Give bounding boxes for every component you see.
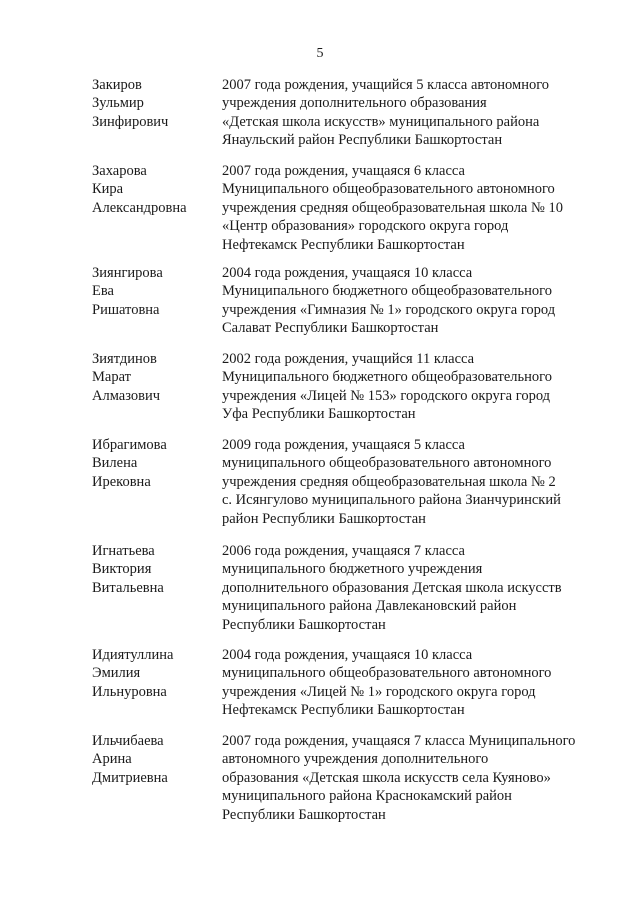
- description-line: учреждения «Лицей № 153» городского округа город: [222, 387, 551, 404]
- surname: Зиянгирова: [92, 265, 163, 281]
- person-name: [92, 162, 212, 217]
- patronymic: Алмазович: [92, 387, 161, 404]
- description-line: «Центр образования» городского округа город: [222, 218, 509, 235]
- surname: Ибрагимова: [92, 437, 167, 453]
- surname: Ильчибаева: [92, 733, 164, 749]
- description-line: учреждения «Лицей № 1» городского округа город: [222, 683, 536, 700]
- patronymic: Витальевна: [92, 579, 164, 596]
- description-line: 2006 года рождения, учащаяся 7 класса: [222, 543, 465, 559]
- surname: Зиятдинов: [92, 351, 157, 367]
- description-line: Муниципального бюджетного общеобразовательного: [222, 283, 553, 300]
- first-name: Ева: [92, 283, 114, 300]
- description-line: 2007 года рождения, учащаяся 6 класса: [222, 163, 465, 179]
- description-line: дополнительного образования Детская школа искусств: [222, 579, 562, 596]
- person-name: [92, 542, 212, 597]
- description-line: муниципального района Краснокамский район: [222, 788, 512, 805]
- description-line: учреждения дополнительного образования: [222, 95, 487, 112]
- description-line: 2004 года рождения, учащаяся 10 класса: [222, 265, 473, 281]
- description-line: 2004 года рождения, учащаяся 10 класса: [222, 647, 473, 663]
- person-description: [222, 542, 607, 634]
- description-line: образования «Детская школа искусств села Куяново»: [222, 769, 551, 786]
- description-line: 2002 года рождения, учащийся 11 класса: [222, 351, 475, 367]
- description-line: Республики Башкортостан: [222, 806, 386, 823]
- person-name: [92, 76, 212, 131]
- person-name: [92, 646, 212, 701]
- description-line: Нефтекамск Республики Башкортостан: [222, 702, 465, 719]
- description-line: Янаульский район Республики Башкортостан: [222, 132, 503, 149]
- patronymic: Александровна: [92, 199, 187, 216]
- person-name: [92, 436, 212, 491]
- description-line: Республики Башкортостан: [222, 616, 386, 633]
- person-description: [222, 436, 607, 528]
- person-description: [222, 264, 607, 338]
- description-line: с. Исянгулово муниципального района Зианчуринский: [222, 492, 561, 509]
- description-line: «Детская школа искусств» муниципального района: [222, 113, 540, 130]
- person-description: [222, 732, 607, 824]
- description-line: муниципального бюджетного учреждения: [222, 561, 483, 578]
- description-line: учреждения «Гимназия № 1» городского округа город: [222, 301, 556, 318]
- first-name: Кира: [92, 181, 124, 198]
- person-description: [222, 350, 607, 424]
- description-line: Муниципального бюджетного общеобразовательного: [222, 369, 553, 386]
- surname: Захарова: [92, 163, 147, 179]
- first-name: Арина: [92, 751, 132, 768]
- surname: Закиров: [92, 77, 142, 93]
- first-name: Марат: [92, 369, 131, 386]
- person-description: [222, 76, 607, 150]
- patronymic: Зинфирович: [92, 113, 169, 130]
- patronymic: Ирековна: [92, 473, 151, 490]
- first-name: Эмилия: [92, 665, 141, 682]
- description-line: муниципального общеобразовательного автономного: [222, 455, 552, 472]
- description-line: Муниципального общеобразовательного автономного: [222, 181, 555, 198]
- description-line: муниципального района Давлекановский район: [222, 598, 517, 615]
- person-name: [92, 732, 212, 787]
- description-line: муниципального общеобразовательного автономного: [222, 665, 552, 682]
- description-line: Салават Республики Башкортостан: [222, 320, 439, 337]
- patronymic: Ильнуровна: [92, 683, 167, 700]
- surname: Игнатьева: [92, 543, 155, 559]
- surname: Идиятуллина: [92, 647, 174, 663]
- first-name: Виктория: [92, 561, 152, 578]
- first-name: Зульмир: [92, 95, 144, 112]
- description-line: 2007 года рождения, учащийся 5 класса автономного: [222, 77, 550, 93]
- page-number: 5: [316, 46, 324, 61]
- person-description: [222, 162, 607, 254]
- description-line: 2007 года рождения, учащаяся 7 класса Муниципального: [222, 733, 576, 749]
- person-description: [222, 646, 607, 720]
- description-line: Нефтекамск Республики Башкортостан: [222, 236, 465, 253]
- description-line: учреждения средняя общеобразовательная школа № 2: [222, 473, 556, 490]
- description-line: Уфа Республики Башкортостан: [222, 406, 416, 423]
- person-name: [92, 264, 212, 319]
- description-line: район Республики Башкортостан: [222, 510, 426, 527]
- description-line: 2009 года рождения, учащаяся 5 класса: [222, 437, 465, 453]
- description-line: автономного учреждения дополнительного: [222, 751, 489, 768]
- description-line: учреждения средняя общеобразовательная школа № 10: [222, 199, 563, 216]
- first-name: Вилена: [92, 455, 138, 472]
- patronymic: Дмитриевна: [92, 769, 168, 786]
- person-name: [92, 350, 212, 405]
- patronymic: Ришатовна: [92, 301, 160, 318]
